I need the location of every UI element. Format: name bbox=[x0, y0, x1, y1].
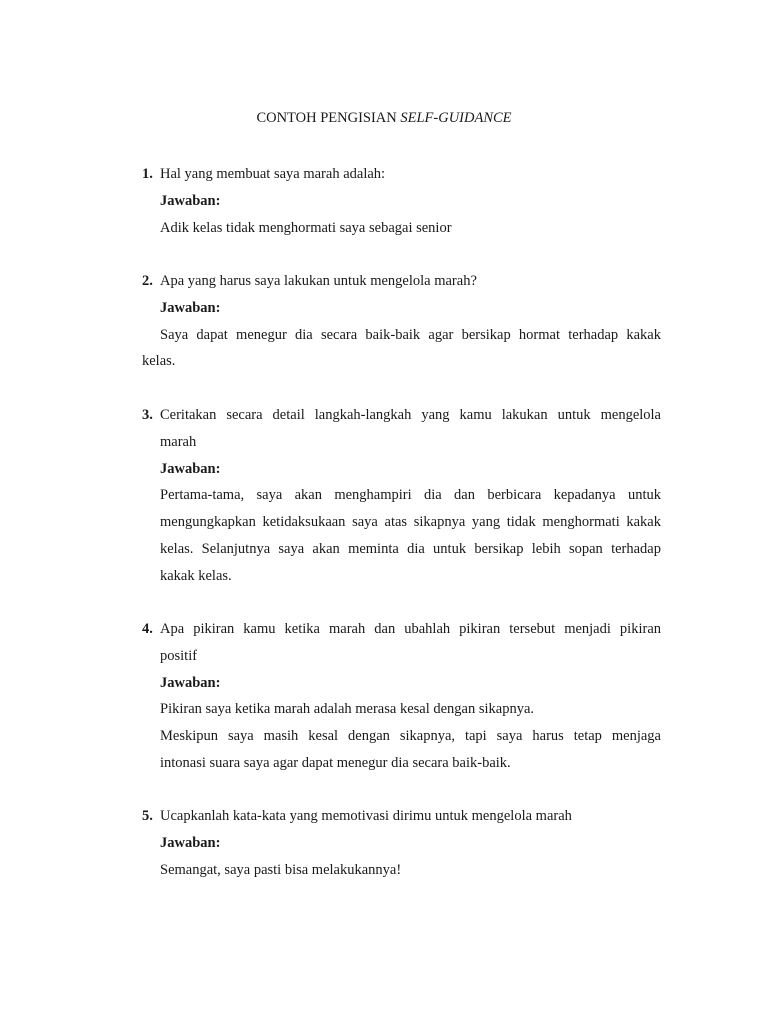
item-number: 1. bbox=[142, 166, 153, 182]
answer-text: Pertama-tama, saya akan menghampiri dia dan berbicara kepadanya untuk bbox=[160, 487, 661, 504]
answer-text: kelas. bbox=[142, 353, 176, 370]
item-number: 3. bbox=[142, 407, 153, 423]
answer-label: Jawaban: bbox=[160, 834, 221, 851]
question-text: Hal yang membuat saya marah adalah: bbox=[160, 166, 386, 182]
answer-label: Jawaban: bbox=[160, 674, 221, 691]
question-text: positif bbox=[160, 647, 198, 664]
question-text: marah bbox=[160, 433, 197, 450]
answer-text: Semangat, saya pasti bisa melakukannya! bbox=[160, 861, 402, 878]
item-number: 2. bbox=[142, 273, 153, 289]
list-item-4 bbox=[142, 616, 661, 777]
answer-text: mengungkapkan ketidaksukaan saya atas sikapnya yang tidak menghormati kakak bbox=[160, 514, 661, 531]
item-number: 4. bbox=[142, 621, 153, 637]
answer-text: Adik kelas tidak menghormati saya sebagai senior bbox=[160, 219, 452, 236]
answer-text: kakak kelas. bbox=[160, 567, 232, 584]
answer-text: kelas. Selanjutnya saya akan meminta dia untuk bersikap lebih sopan terhadap bbox=[160, 540, 661, 557]
question-text: Apa pikiran kamu ketika marah dan ubahlah pikiran tersebut menjadi pikiran bbox=[160, 621, 661, 637]
answer-label: Jawaban: bbox=[160, 460, 221, 477]
answer-text: Meskipun saya masih kesal dengan sikapnya, tapi saya harus tetap menjaga bbox=[160, 728, 661, 745]
question-text: Ucapkanlah kata-kata yang memotivasi dirimu untuk mengelola marah bbox=[160, 808, 572, 824]
document-title bbox=[0, 108, 768, 128]
title-italic-text: SELF-GUIDANCE bbox=[400, 110, 512, 126]
answer-text: Saya dapat menegur dia secara baik-baik agar bersikap hormat terhadap kakak bbox=[160, 326, 661, 343]
list-item-1 bbox=[142, 161, 661, 241]
answer-label: Jawaban: bbox=[160, 299, 221, 316]
answer-text: Pikiran saya ketika marah adalah merasa kesal dengan sikapnya. bbox=[160, 701, 535, 718]
title-text: CONTOH PENGISIAN bbox=[256, 110, 401, 126]
question-text: Apa yang harus saya lakukan untuk mengelola marah? bbox=[160, 273, 477, 289]
list-item-2 bbox=[142, 268, 661, 375]
list-item-5 bbox=[142, 803, 661, 883]
item-number: 5. bbox=[142, 808, 153, 824]
question-text: Ceritakan secara detail langkah-langkah yang kamu lakukan untuk mengelola bbox=[160, 407, 661, 423]
answer-label: Jawaban: bbox=[160, 192, 221, 209]
list-item-3 bbox=[142, 402, 661, 590]
answer-text: intonasi suara saya agar dapat menegur dia secara baik-baik. bbox=[160, 754, 511, 771]
